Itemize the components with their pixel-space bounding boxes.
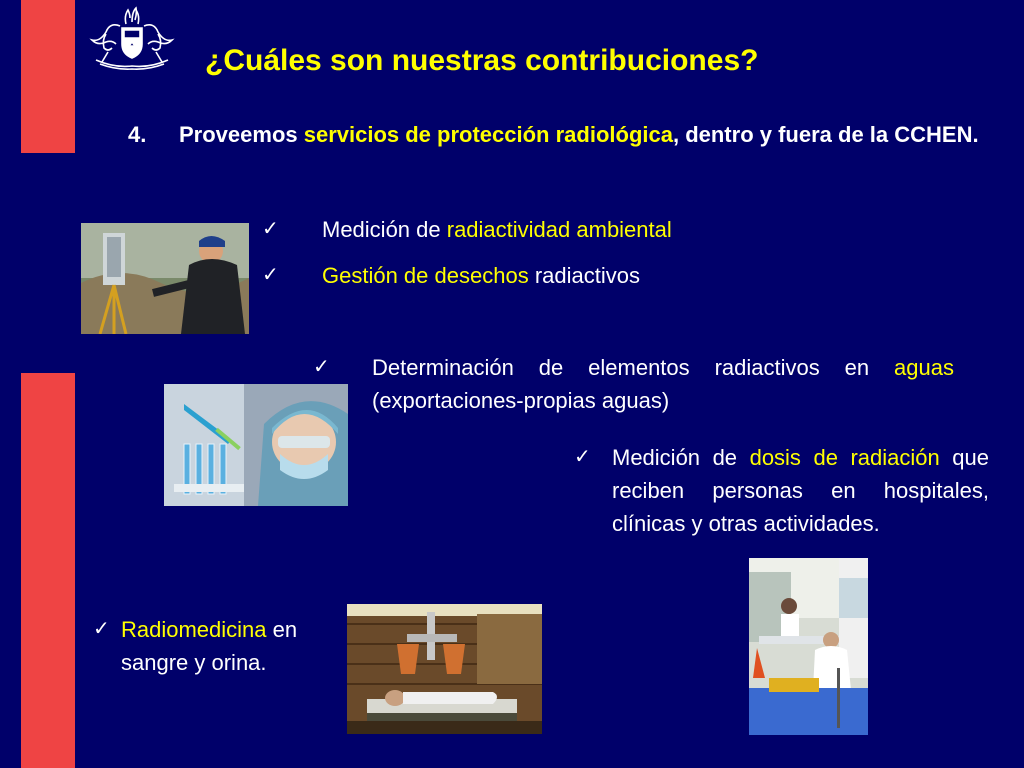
check-icon: ✓ (574, 444, 591, 468)
bullet-environmental-radioactivity: Medición de radiactividad ambiental (322, 217, 672, 242)
field-measurement-photo (81, 223, 249, 334)
left-accent-bar-bottom (21, 373, 75, 768)
check-icon: ✓ (313, 354, 330, 378)
bullet-radiation-dose: Medición de dosis de radiación que reciben personas en hospitales, clínicas y otras actividades. (612, 445, 989, 536)
mobile-lab-photo (749, 558, 868, 735)
check-icon: ✓ (93, 616, 110, 640)
bullet-waste-management: Gestión de desechos radiactivos (322, 263, 640, 288)
lab-technician-photo (164, 384, 348, 506)
bullet-water-radioactivity: Determinación de elementos radiactivos en aguas (exportaciones-propias aguas) (372, 355, 954, 413)
coat-of-arms-logo (86, 4, 178, 72)
left-accent-bar-top (21, 0, 75, 153)
item-number: 4. (128, 122, 147, 147)
radiomedicine-room-photo (347, 604, 542, 734)
numbered-item-4 (128, 120, 998, 150)
item-4-text: Proveemos servicios de protección radiológica, dentro y fuera de la CCHEN. (179, 122, 979, 147)
bullet-radiomedicine: Radiomedicina en sangre y orina. (121, 617, 298, 675)
check-icon: ✓ (262, 262, 279, 286)
slide-title: ¿Cuáles son nuestras contribuciones? (205, 44, 759, 77)
item-4-highlight: servicios de protección radiológica (303, 122, 673, 147)
check-icon: ✓ (262, 216, 279, 240)
